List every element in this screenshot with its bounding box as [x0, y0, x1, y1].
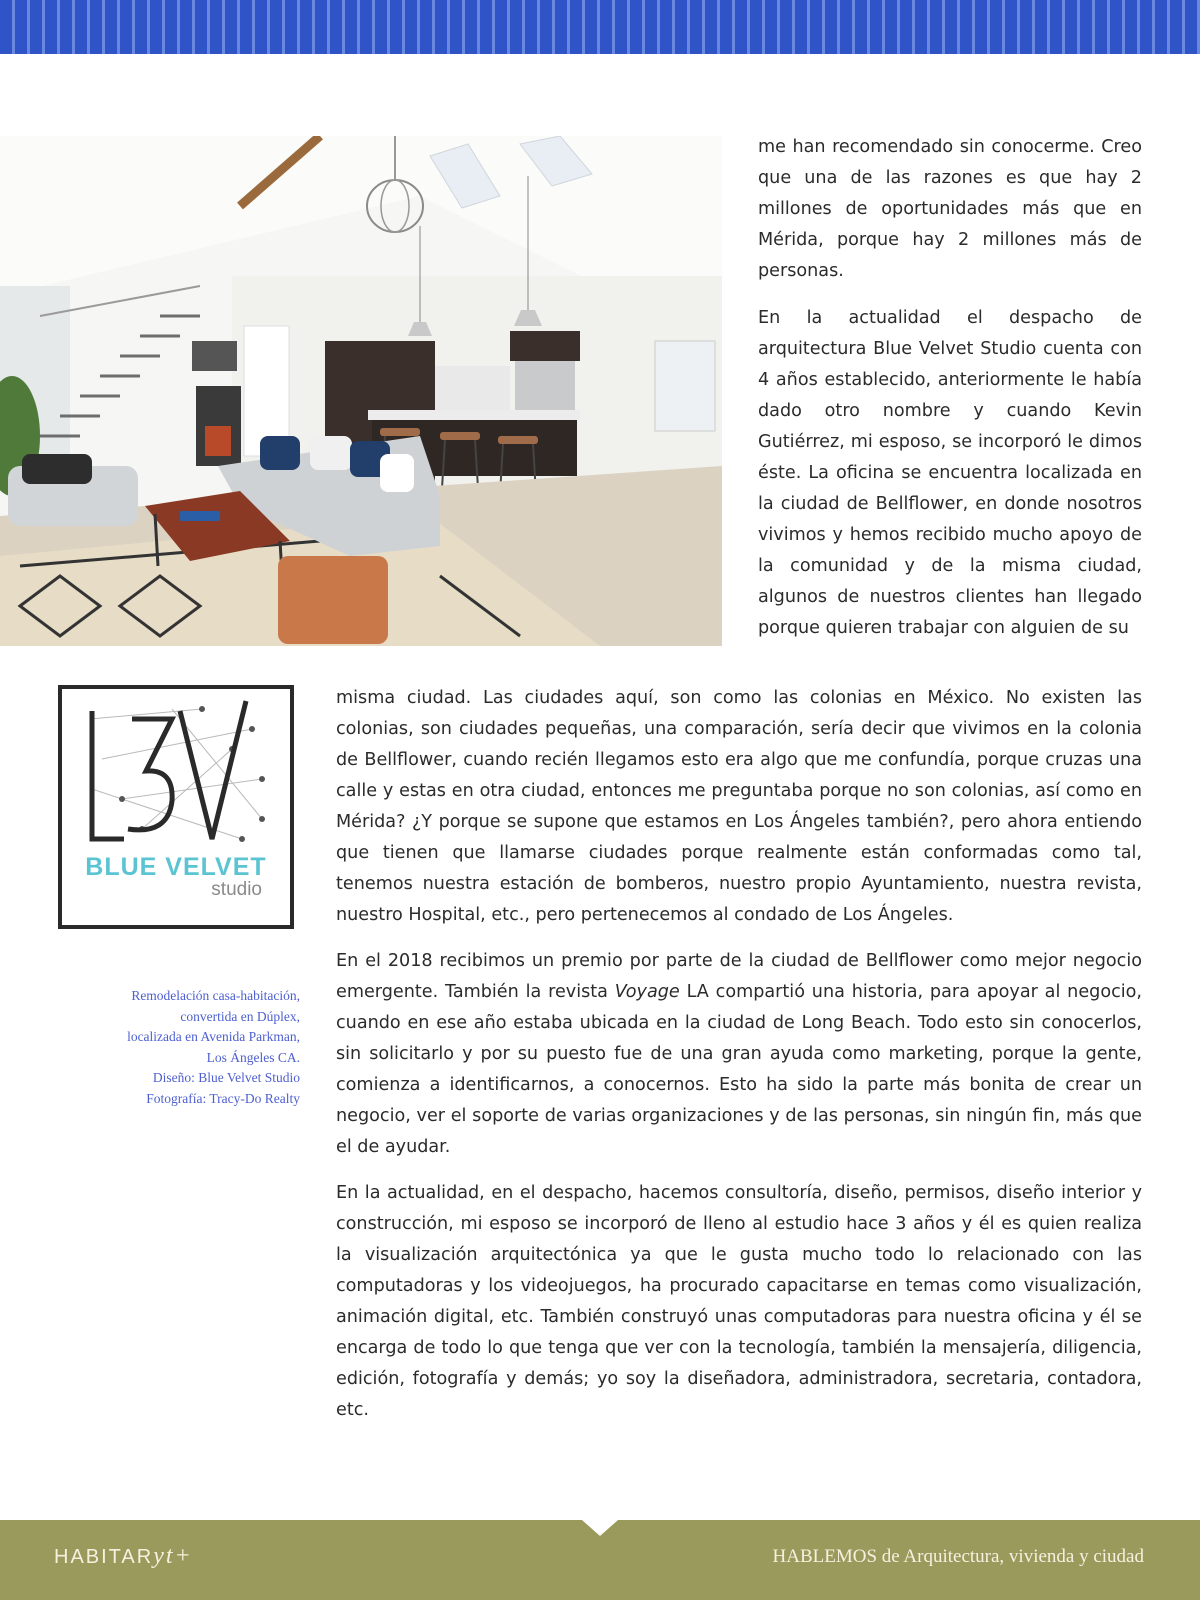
caption-line: Remodelación casa-habitación,: [131, 988, 300, 1003]
article-paragraph: misma ciudad. Las ciudades aquí, son como las colonias en México. No existen las colonias, son ciudades pequeñas, una comparación, sería decir que vivimos en la colonia de Bellflower, cuando recién llegamos esto era algo que me confundía, porque cruzas una calle y estas en otra ciudad, entonces me preguntaba porque no son colonias, así como en Mérida? ¿Y porque se supone que estamos en Los Ángeles también?, pero ahora entiendo que tienen que llamarse ciudades porque realmente están conformadas como tal, tenemos nuestra estación de bomberos, nuestro propio Ayuntamiento, nuestra revista, nuestro Hospital, etc., pero pertenecemos al condado de Los Ángeles.: [336, 688, 1142, 925]
logo-brand-sub: studio: [211, 879, 262, 900]
article-main-column: [336, 683, 1142, 1426]
article-paragraph: En la actualidad, en el despacho, hacemos consultoría, diseño, permisos, diseño interior y construcción, mi esposo se incorporó de lleno al estudio hace 3 años y él es quien realiza la visualización arquitectónica ya que le gusta mucho todo lo relacionado con las computadoras y los videojuegos, ha procurado capacitarse en temas como visualización, animación digital, etc. También construyó unas computadoras para nuestra oficina y él se encarga de todo lo que tenga que ver con la tecnología, también la mensajería, diligencia, edición, fotografía y demás; yo soy la diseñadora, administradora, secretaria, contadora, etc.: [336, 1183, 1142, 1420]
caption-line: localizada en Avenida Parkman,: [127, 1029, 300, 1045]
caption-line: convertida en Dúplex,: [180, 1008, 300, 1024]
footer-tagline: HABLEMOS de Arquitectura, vivienda y ciudad: [772, 1546, 1144, 1567]
footer-brand: [54, 1543, 193, 1570]
caption-line: Fotografía: Tracy-Do Realty: [146, 1090, 300, 1106]
article-paragraph: me han recomendado sin conocerme. Creo que una de las razones es que hay 2 millones de oportunidades más que en Mérida, porque hay 2 millones más de personas.: [758, 137, 1142, 281]
living-room-photo: [0, 136, 722, 646]
logo-brand-name: BLUE VELVET: [85, 853, 267, 881]
footer-brand-name: HABITAR: [54, 1546, 154, 1568]
magazine-name: Voyage: [614, 982, 680, 1002]
article-text: En el 2018 recibimos un premio por parte de la ciudad de Bellflower como mejor negocio emergente. También la revista: [336, 951, 1142, 1002]
article-right-column: [758, 132, 1142, 644]
footer-brand-mark: yt+: [153, 1543, 193, 1569]
caption-line: Diseño: Blue Velvet Studio: [152, 1070, 300, 1086]
photo-caption: [50, 986, 300, 1110]
caption-line: Los Ángeles CA.: [206, 1049, 300, 1065]
article-paragraph: En la actualidad el despacho de arquitectura Blue Velvet Studio cuenta con 4 años establecido, anteriormente le había dado otro nombre y cuando Kevin Gutiérrez, mi esposo, se incorporó le dimos éste. La oficina se encuentra localizada en la ciudad de Bellflower, en donde nosotros vivimos y hemos recibido mucho apoyo de la comunidad y de la misma ciudad, algunos de nuestros clientes han llegado porque quieren trabajar con alguien de su: [758, 308, 1142, 638]
top-stripe-band: [0, 0, 1200, 54]
article-paragraph: [336, 946, 1142, 1163]
footer-notch: [582, 1520, 618, 1536]
article-text: LA compartió una historia, para apoyar al negocio, cuando en ese año estaba ubicada en la ciudad de Long Beach. Todo esto sin conocerlos, sin solicitarlo y por su puesto fue de una gran ayuda como marketing, porque la gente, comienza a identificarnos, a conocernos. Esto ha sido la parte más bonita de crear un negocio, ver el soporte de varias organizaciones y de las personas, sin ningún fin, más que el de ayudar.: [336, 982, 1143, 1157]
blue-velvet-logo: [58, 685, 294, 929]
